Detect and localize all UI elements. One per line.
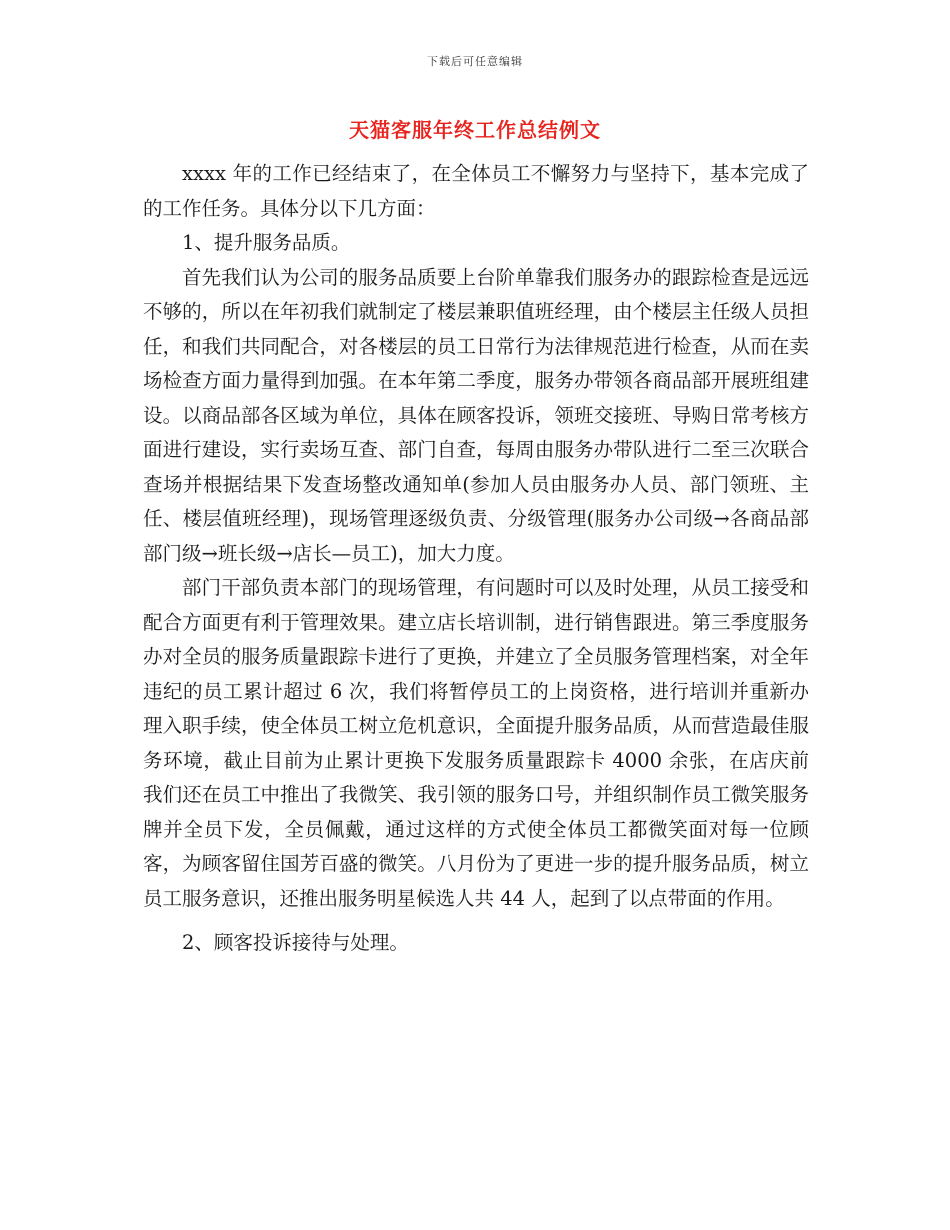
section-heading-1: 1、提升服务品质。 [182,231,351,254]
header-note: 下载后可任意编辑 [427,55,523,68]
document-title: 天猫客服年终工作总结例文 [349,118,601,142]
paragraph-department-management: 部门干部负责本部门的现场管理，有问题时可以及时处理，从员工接受和配合方面更有利于管理效果。建立店长培训制，进行销售跟进。第三季度服务办对全员的服务质量跟踪卡进行了更换，并建立了全员服务管理档案，对全年违纪的员工累计超过 6 次，我们将暂停员工的上岗资格，进行培训并重新办理入职手续，使全体员工树立危机意识，全面提升服务品质，从而营造最佳服务环境，截止目前为止累计更换下发服务质量跟踪卡 4000 余张，在店庆前我们还在员工中推出了我微笑、我引领的服务口号，并组织制作员工微笑服务牌并全员下发，全员佩戴，通过这样的方式使全体员工都微笑面对每一位顾客，为顾客留住国芳百盛的微笑。八月份为了更进一步的提升服务品质，树立员工服务意识，还推出服务明星候选人共 44 人，起到了以点带面的作用。 [143,576,809,910]
section-heading-2: 2、顾客投诉接待与处理。 [182,931,409,954]
paragraph-intro: xxxx 年的工作已经结束了，在全体员工不懈努力与坚持下，基本完成了的工作任务。具体分以下几方面： [143,162,809,220]
document-body [143,157,809,961]
paragraph-service-quality: 首先我们认为公司的服务品质要上台阶单靠我们服务办的跟踪检查是远远不够的，所以在年初我们就制定了楼层兼职值班经理，由个楼层主任级人员担任，和我们共同配合，对各楼层的员工日常行为法律规范进行检查，从而在卖场检查方面力量得到加强。在本年第二季度，服务办带领各商品部开展班组建设。以商品部各区域为单位，具体在顾客投诉，领班交接班、导购日常考核方面进行建设，实行卖场互查、部门自查，每周由服务办带队进行二至三次联合查场并根据结果下发查场整改通知单(参加人员由服务办人员、部门领班、主任、楼层值班经理)，现场管理逐级负责、分级管理(服务办公司级→各商品部部门级→班长级→店长—员工)，加大力度。 [143,265,809,565]
